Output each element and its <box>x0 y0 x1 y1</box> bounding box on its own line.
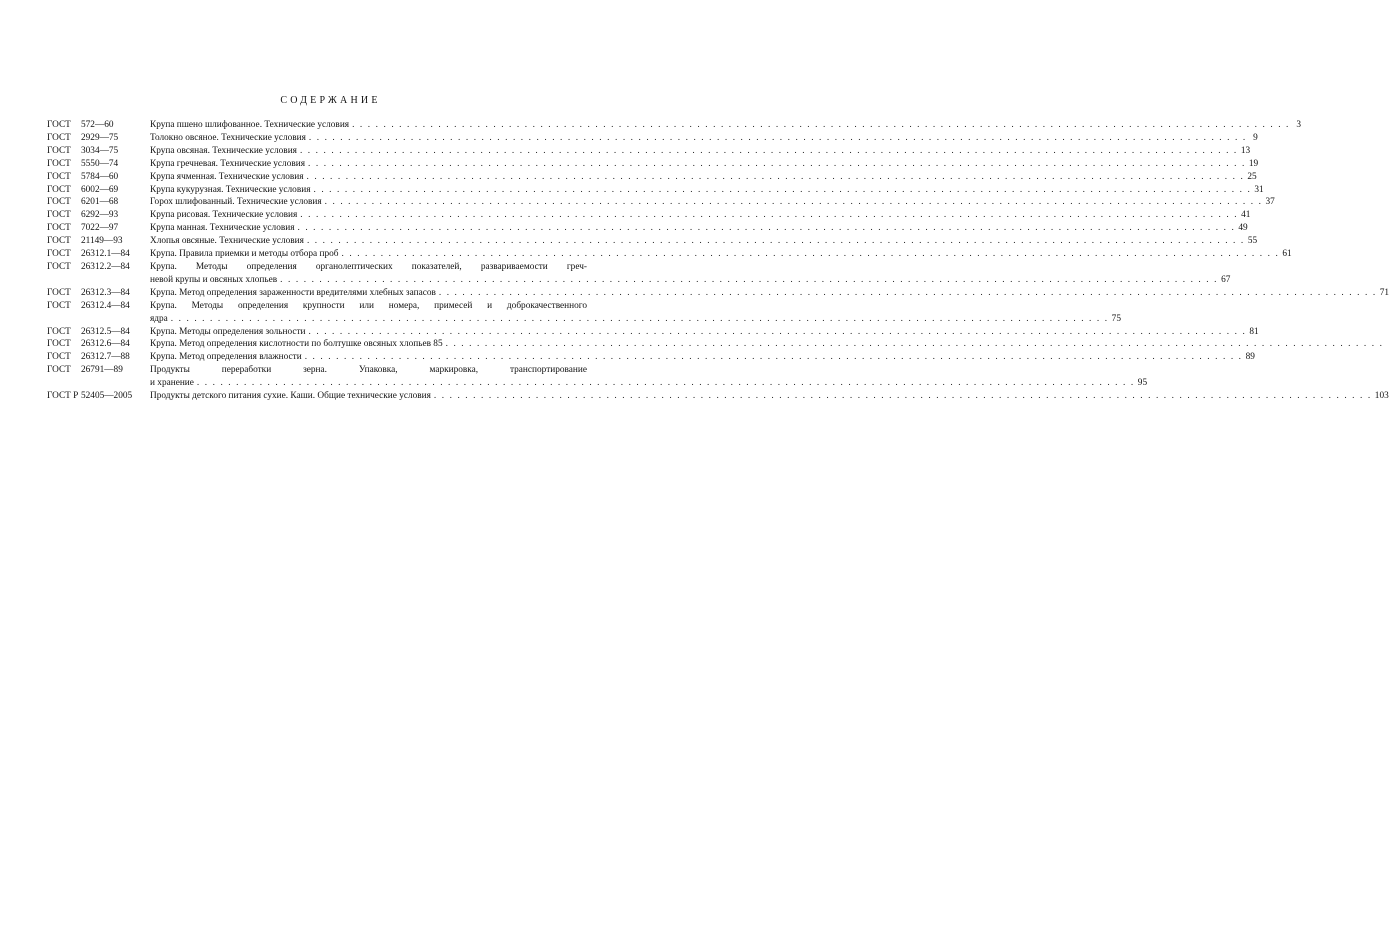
page-number: 67 <box>1221 274 1231 285</box>
dot-leader: . . . . . . . . . . . . . . . . . . . . . . . . . . . . . . . . . . . . . . . . . . . . . . . . . . . . . . . . . . . . . . . . . . . . . . . . . . . . . . . . . . . . . . . . . . . . . . . . . . . . . . . . . . . . . . . . . . . . . . . . <box>306 236 1245 247</box>
dot-leader: . . . . . . . . . . . . . . . . . . . . . . . . . . . . . . . . . . . . . . . . . . . . . . . . . . . . . . . . . . . . . . . . . . . . . . . . . . . . . . . . . . . . . . . . . . . . . . . . . . . . . . . . . . . . . . . . . . . . . . . . <box>308 326 1247 337</box>
entry-title-line: Крупа манная. Технические условия <box>150 223 295 234</box>
standard-prefix: ГОСТ <box>47 339 71 350</box>
dot-leader: . . . . . . . . . . . . . . . . . . . . . . . . . . . . . . . . . . . . . . . . . . . . . . . . . . . . . . . . . . . . . . . . . . . . . . . . . . . . . . . . . . . . . . . . . . . . . . . . . . . . . . . . . . . . . . . . . . . . . . . . <box>324 197 1263 208</box>
toc-entry <box>47 261 1231 287</box>
entry-title-line: Продукты переработки зерна. Упаковка, маркировка, транспортирование <box>150 365 587 376</box>
standard-prefix: ГОСТ <box>47 197 71 208</box>
toc-entry <box>47 364 1148 390</box>
dot-leader: . . . . . . . . . . . . . . . . . . . . . . . . . . . . . . . . . . . . . . . . . . . . . . . . . . . . . . . . . . . . . . . . . . . . . . . . . . . . . . . . . . . . . . . . . . . . . . . . . . . . . . . . . . . . . . . . . . . . . . . . <box>170 313 1109 324</box>
page-number: 9 <box>1253 132 1258 143</box>
dot-leader: . . . . . . . . . . . . . . . . . . . . . . . . . . . . . . . . . . . . . . . . . . . . . . . . . . . . . . . . . . . . . . . . . . . . . . . . . . . . . . . . . . . . . . . . . . . . . . . . . . . . . . . . . . . . . . . . . . . . . . . . <box>308 158 1246 169</box>
dot-leader: . . . . . . . . . . . . . . . . . . . . . . . . . . . . . . . . . . . . . . . . . . . . . . . . . . . . . . . . . . . . . . . . . . . . . . . . . . . . . . . . . . . . . . . . . . . . . . . . . . . . . . . . . . . . . . . . . . . . . . . . <box>306 171 1245 182</box>
page-number: 71 <box>1379 287 1389 298</box>
standard-number: 2929—75 <box>81 132 119 143</box>
standard-number: 26312.4—84 <box>81 300 130 311</box>
toc-entry <box>47 209 1251 222</box>
entry-title-line: Крупа. Правила приемки и методы отбора проб <box>150 249 339 260</box>
toc-entry <box>47 287 1389 300</box>
page-number: 3 <box>1296 120 1301 130</box>
standard-number: 6201—68 <box>81 197 119 208</box>
dot-leader: . . . . . . . . . . . . . . . . . . . . . . . . . . . . . . . . . . . . . . . . . . . . . . . . . . . . . . . . . . . . . . . . . . . . . . . . . . . . . . . . . . . . . . . . . . . . . . . . . . . . . . . . . . . . . . . . . . . . . . . . <box>300 210 1239 221</box>
standard-prefix: ГОСТ <box>47 120 71 130</box>
dot-leader: . . . . . . . . . . . . . . . . . . . . . . . . . . . . . . . . . . . . . . . . . . . . . . . . . . . . . . . . . . . . . . . . . . . . . . . . . . . . . . . . . . . . . . . . . . . . . . . . . . . . . . . . . . . . . . . . . . . . . . . . <box>297 223 1236 234</box>
page-number: 37 <box>1265 197 1275 208</box>
standard-number: 6002—69 <box>81 184 119 195</box>
standard-code <box>47 300 150 326</box>
standard-number: 26312.3—84 <box>81 287 130 298</box>
standard-number: 3034—75 <box>81 145 119 156</box>
entry-title-line: Продукты детского питания сухие. Каши. Общие технические условия <box>150 391 431 402</box>
standard-prefix: ГОСТ <box>47 352 71 363</box>
standard-prefix: ГОСТ <box>47 287 71 298</box>
page-number: 103 <box>1374 391 1389 402</box>
standard-prefix: ГОСТ <box>47 184 71 195</box>
entry-title-line: ядра <box>150 313 168 324</box>
standard-prefix: ГОСТ <box>47 171 71 182</box>
standard-code <box>47 235 150 248</box>
standard-prefix: ГОСТ <box>47 300 71 311</box>
toc-entry <box>47 248 1292 261</box>
standard-prefix: ГОСТ <box>47 249 71 260</box>
toc-entry <box>47 145 1251 158</box>
page-number: 89 <box>1245 352 1255 363</box>
entry-title-line: и хранение <box>150 378 194 389</box>
standard-code <box>47 222 150 235</box>
entry-title-line: Крупа. Методы определения зольности <box>150 326 306 337</box>
standard-code <box>47 338 150 351</box>
toc-entry <box>47 184 1264 197</box>
page-number: 49 <box>1238 223 1248 234</box>
dot-leader: . . . . . . . . . . . . . . . . . . . . . . . . . . . . . . . . . . . . . . . . . . . . . . . . . . . . . . . . . . . . . . . . . . . . . . . . . . . . . . . . . . . . . . . . . . . . . . . . . . . . . . . . . . . . . . . . . . . . . . . . <box>438 287 1377 298</box>
page-number: 75 <box>1111 313 1121 324</box>
toc-entry <box>47 196 1275 209</box>
standard-prefix: ГОСТ <box>47 236 71 247</box>
standard-prefix: ГОСТ <box>47 223 71 234</box>
standard-code <box>47 184 150 197</box>
page-number: 41 <box>1241 210 1251 221</box>
entry-title-line: Горох шлифованный. Технические условия <box>150 197 322 208</box>
standard-prefix: ГОСТ Р <box>47 391 79 402</box>
entry-title-line: Крупа. Методы определения крупности или номера, примесей и доброкачественного <box>150 300 587 311</box>
entry-title-line: Крупа гречневая. Технические условия <box>150 158 305 169</box>
page-title: СОДЕРЖАНИЕ <box>280 95 381 106</box>
entry-title-line: Крупа. Методы определения органолептических показателей, развариваемости греч- <box>150 261 587 272</box>
dot-leader: . . . . . . . . . . . . . . . . . . . . . . . . . . . . . . . . . . . . . . . . . . . . . . . . . . . . . . . . . . . . . . . . . . . . . . . . . . . . . . . . . . . . . . . . . . . . . . . . . . . . . . . . . . . . . . . . . . . . . . . . <box>299 145 1238 156</box>
standard-code <box>47 390 150 403</box>
standard-code <box>47 351 150 364</box>
toc-entry <box>47 351 1255 364</box>
dot-leader: . . . . . . . . . . . . . . . . . . . . . . . . . . . . . . . . . . . . . . . . . . . . . . . . . . . . . . . . . . . . . . . . . . . . . . . . . . . . . . . . . . . . . . . . . . . . . . . . . . . . . . . . . . . . . . . . . . . . . . . . <box>433 391 1372 402</box>
page-number: 95 <box>1137 378 1148 389</box>
toc-entry <box>47 158 1259 171</box>
page-number: 13 <box>1240 145 1251 156</box>
standard-code <box>47 364 150 390</box>
toc-entry <box>47 235 1258 248</box>
standard-number: 26312.6—84 <box>81 339 130 350</box>
toc-entry <box>47 132 1258 145</box>
dot-leader: . . . . . . . . . . . . . . . . . . . . . . . . . . . . . . . . . . . . . . . . . . . . . . . . . . . . . . . . . . . . . . . . . . . . . . . . . . . . . . . . . . . . . . . . . . . . . . . . . . . . . . . . . . . . . . . . . . . . . . . . <box>196 378 1135 389</box>
entry-title-line: Толокно овсяное. Технические условия <box>150 132 306 143</box>
toc-entry <box>47 119 1301 132</box>
standard-code <box>47 196 150 209</box>
standard-code <box>47 248 150 261</box>
standard-prefix: ГОСТ <box>47 210 71 221</box>
entry-title-line: Хлопья овсяные. Технические условия <box>150 236 304 247</box>
toc-entry <box>47 326 1259 339</box>
page-number: 81 <box>1249 326 1259 337</box>
entry-title-line: Крупа пшено шлифованное. Технические условия <box>150 120 350 130</box>
entry-title-line: Крупа. Метод определения кислотности по болтушке овсяных хлопьев 85 <box>150 339 443 350</box>
dot-leader: . . . . . . . . . . . . . . . . . . . . . . . . . . . . . . . . . . . . . . . . . . . . . . . . . . . . . . . . . . . . . . . . . . . . . . . . . . . . . . . . . . . . . . . . . . . . . . . . . . . . . . . . . . . . . . . . . . . . . . . . <box>308 132 1247 143</box>
standard-number: 26312.5—84 <box>81 326 130 337</box>
toc-entry <box>47 222 1248 235</box>
dot-leader: . . . . . . . . . . . . . . . . . . . . . . . . . . . . . . . . . . . . . . . . . . . . . . . . . . . . . . . . . . . . . . . . . . . . . . . . . . . . . . . . . . . . . . . . . . . . . . . . . . . . . . . . . . . . . . . . . . . . . . . . <box>313 184 1252 195</box>
standard-code <box>47 171 150 184</box>
entry-title-line: невой крупы и овсяных хлопьев <box>150 274 278 285</box>
dot-leader: . . . . . . . . . . . . . . . . . . . . . . . . . . . . . . . . . . . . . . . . . . . . . . . . . . . . . . . . . . . . . . . . . . . . . . . . . . . . . . . . . . . . . . . . . . . . . . . . . . . . . . . . . . . . . . . . . . . . . . . . <box>341 249 1280 260</box>
standard-number: 6292—93 <box>81 210 119 221</box>
standard-code <box>47 119 150 132</box>
dot-leader: . . . . . . . . . . . . . . . . . . . . . . . . . . . . . . . . . . . . . . . . . . . . . . . . . . . . . . . . . . . . . . . . . . . . . . . . . . . . . . . . . . . . . . . . . . . . . . . . . . . . . . . . . . . . . . . . . . . . . . . . <box>352 120 1290 130</box>
standard-number: 26312.1—84 <box>81 249 130 260</box>
standard-number: 26791—89 <box>81 365 123 376</box>
standard-code <box>47 132 150 145</box>
entry-title-line: Крупа. Метод определения влажности <box>150 352 302 363</box>
table-of-contents <box>47 119 1389 403</box>
standard-code <box>47 209 150 222</box>
standard-number: 7022—97 <box>81 223 119 234</box>
entry-title-line: Крупа ячменная. Технические условия <box>150 171 304 182</box>
toc-entry <box>47 338 1384 351</box>
page-number: 31 <box>1254 184 1264 195</box>
page-number: 19 <box>1248 158 1259 169</box>
dot-leader: . . . . . . . . . . . . . . . . . . . . . . . . . . . . . . . . . . . . . . . . . . . . . . . . . . . . . . . . . . . . . . . . . . . . . . . . . . . . . . . . . . . . . . . . . . . . . . . . . . . . . . . . . . . . . . . . . . . . . . . . <box>280 274 1219 285</box>
toc-entry <box>47 171 1257 184</box>
dot-leader: . . . . . . . . . . . . . . . . . . . . . . . . . . . . . . . . . . . . . . . . . . . . . . . . . . . . . . . . . . . . . . . . . . . . . . . . . . . . . . . . . . . . . . . . . . . . . . . . . . . . . . . . . . . . . . . . . . . . . . . . <box>304 352 1243 363</box>
entry-title-line: Крупа рисовая. Технические условия <box>150 210 298 221</box>
page-number: 25 <box>1247 171 1257 182</box>
standard-number: 26312.2—84 <box>81 261 130 272</box>
entry-title-line: Крупа овсяная. Технические условия <box>150 145 297 156</box>
standard-prefix: ГОСТ <box>47 365 71 376</box>
entry-title-line: Крупа кукурузная. Технические условия <box>150 184 311 195</box>
page-number: 55 <box>1247 236 1258 247</box>
toc-entry <box>47 390 1389 403</box>
standard-code <box>47 261 150 287</box>
standard-prefix: ГОСТ <box>47 145 71 156</box>
standard-number: 5784—60 <box>81 171 119 182</box>
standard-code <box>47 158 150 171</box>
standard-prefix: ГОСТ <box>47 132 71 143</box>
standard-code <box>47 287 150 300</box>
standard-number: 21149—93 <box>81 236 123 247</box>
page-number: 61 <box>1282 249 1292 260</box>
standard-number: 572—60 <box>81 120 114 130</box>
standard-number: 5550—74 <box>81 158 119 169</box>
standard-prefix: ГОСТ <box>47 261 71 272</box>
dot-leader: . . . . . . . . . . . . . . . . . . . . . . . . . . . . . . . . . . . . . . . . . . . . . . . . . . . . . . . . . . . . . . . . . . . . . . . . . . . . . . . . . . . . . . . . . . . . . . . . . . . . . . . . . . . . . . . . . . . . . . . . <box>445 339 1384 350</box>
standard-number: 52405—2005 <box>81 391 133 402</box>
standard-code <box>47 145 150 158</box>
standard-number: 26312.7—88 <box>81 352 130 363</box>
standard-prefix: ГОСТ <box>47 158 71 169</box>
standard-code <box>47 326 150 339</box>
standard-prefix: ГОСТ <box>47 326 71 337</box>
entry-title-line: Крупа. Метод определения зараженности вредителями хлебных запасов <box>150 287 436 298</box>
toc-entry <box>47 300 1121 326</box>
